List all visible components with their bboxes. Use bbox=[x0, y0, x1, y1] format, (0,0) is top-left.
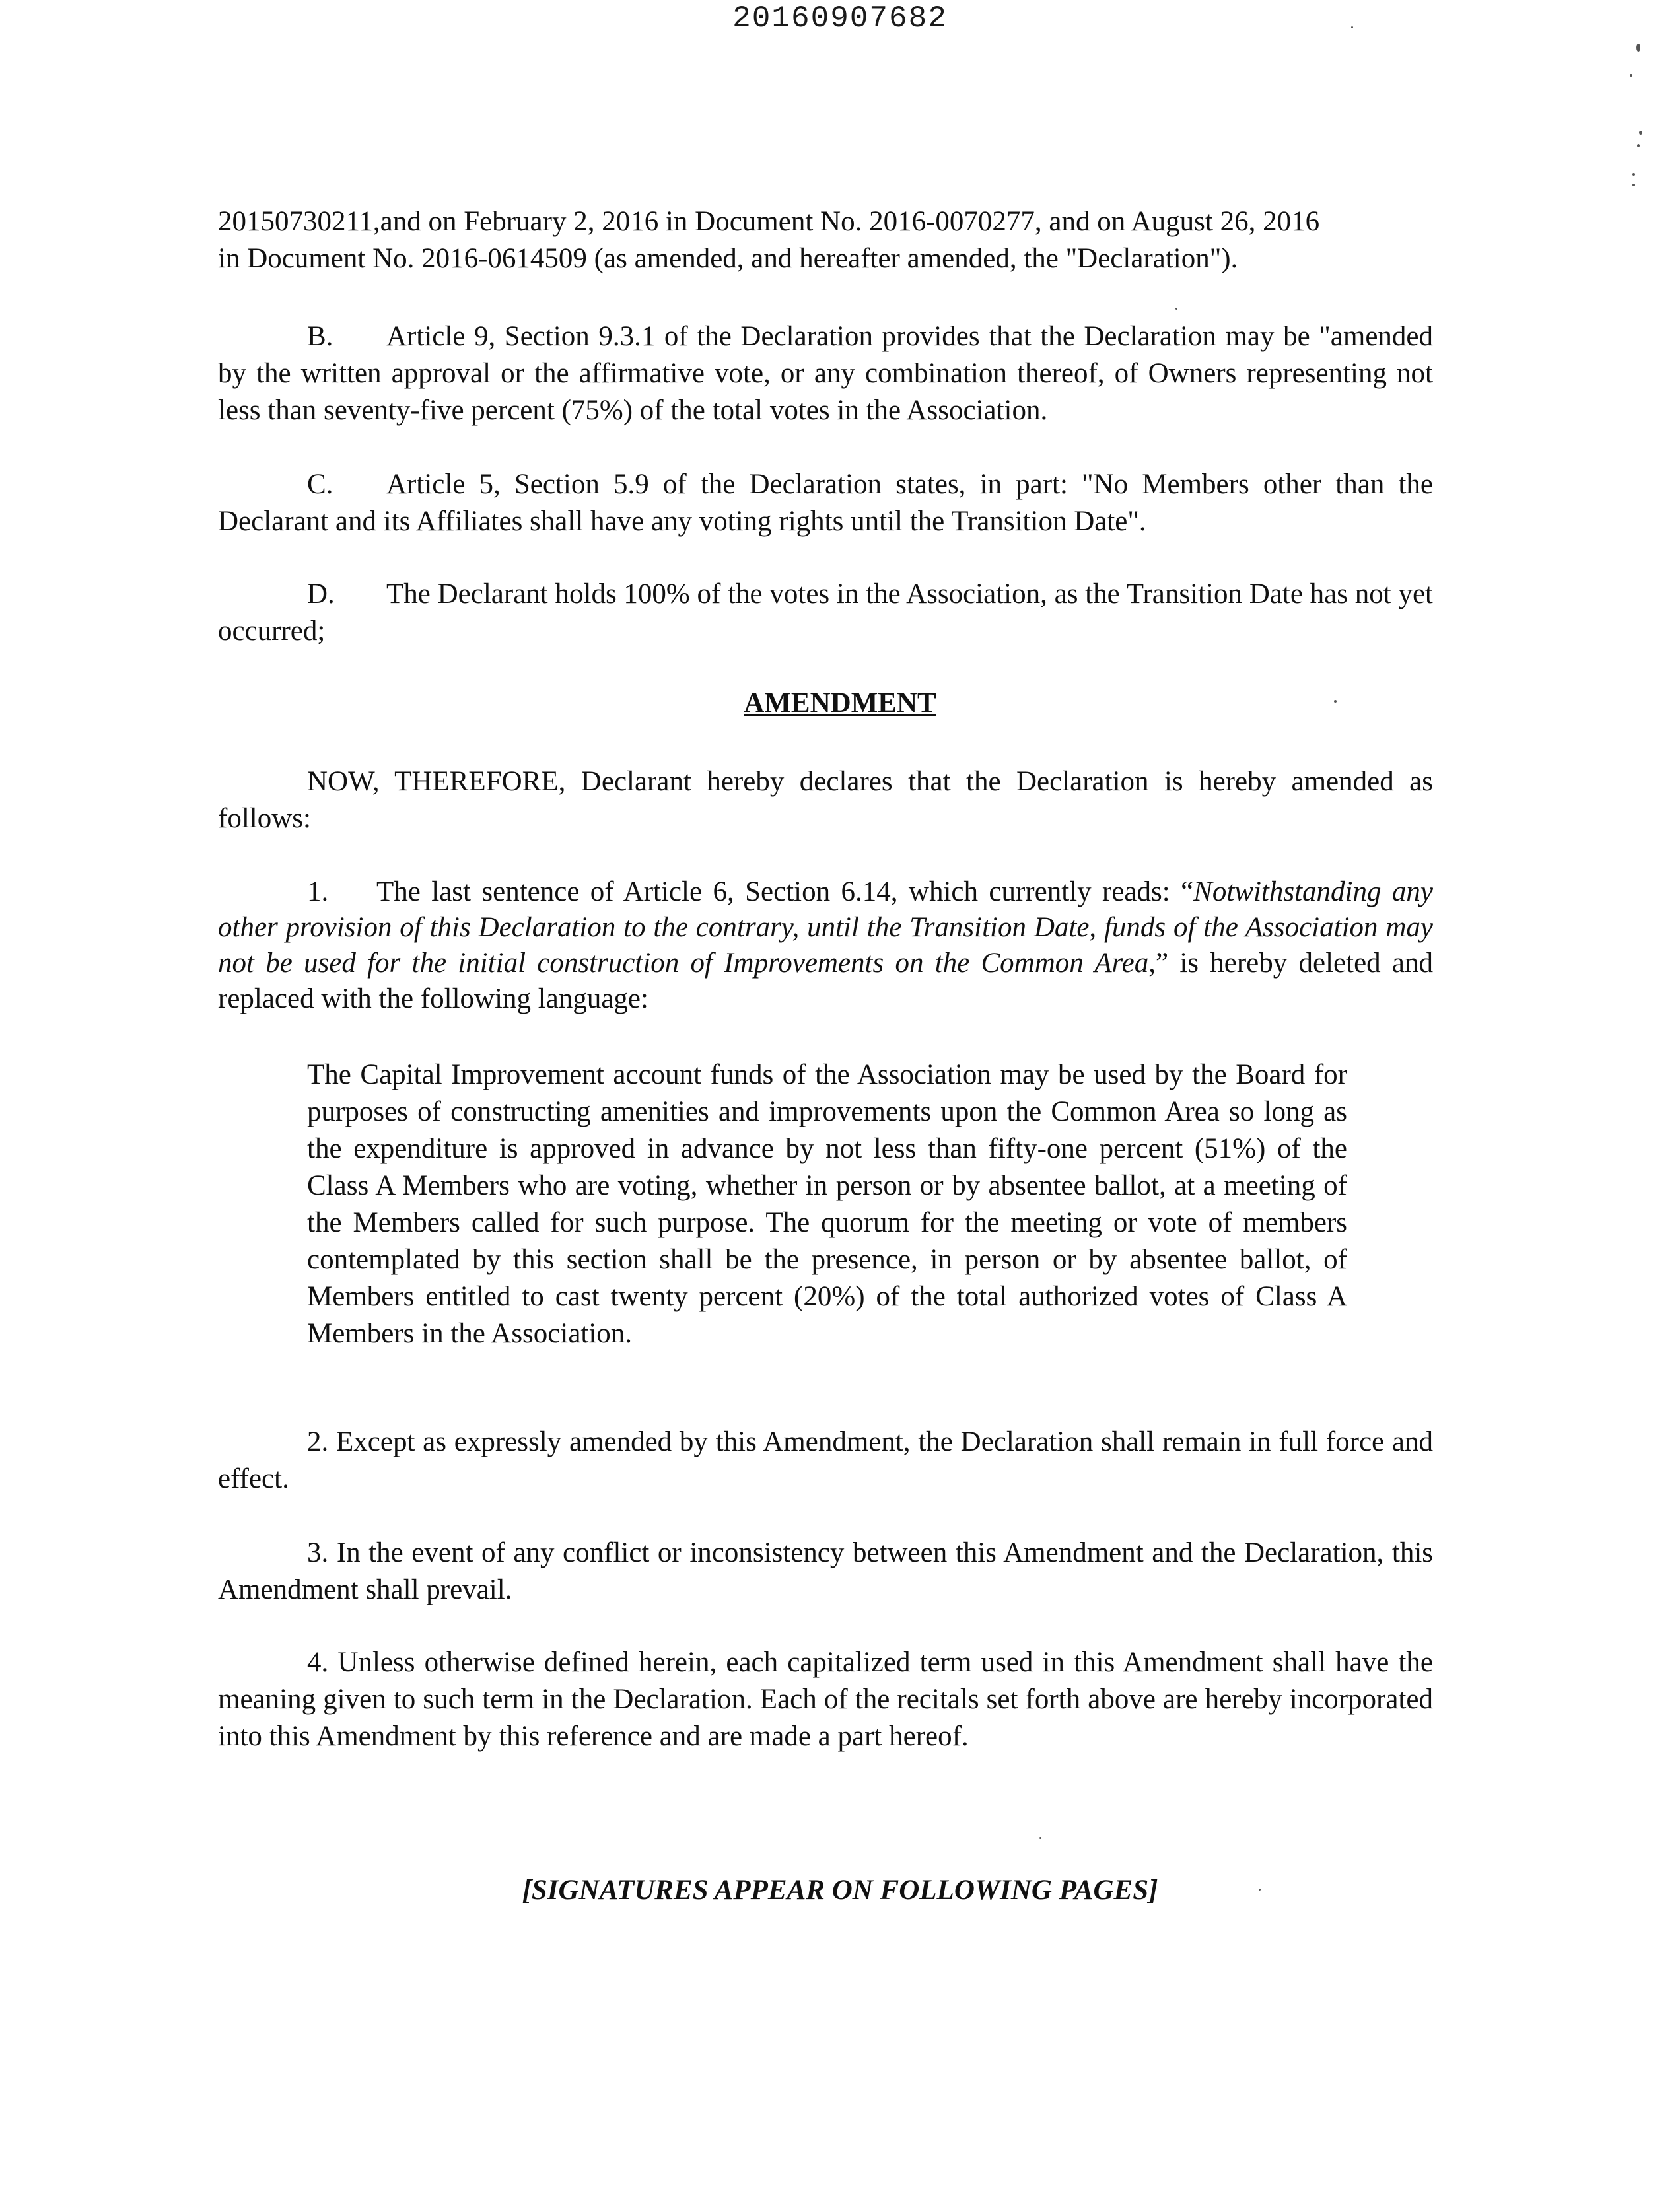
amendment-intro: NOW, THEREFORE, Declarant hereby declares that the Declaration is hereby amended as follows: bbox=[218, 766, 1433, 834]
item-1-quoted-sentence: Notwithstanding any other provision of this Declaration to the contrary, until the Transition Date, funds of the Association may not be used for the initial construction of Improvements on the Common Area bbox=[218, 876, 1433, 979]
recital-c-letter: C. bbox=[307, 469, 333, 500]
recital-d bbox=[218, 576, 1433, 650]
scan-mark bbox=[1630, 74, 1632, 77]
recital-a-line2: in Document No. 2016-0614509 (as amended, and hereafter amended, the "Declaration"). bbox=[218, 243, 1238, 274]
amendment-item-1 bbox=[218, 874, 1433, 1017]
scan-mark bbox=[1639, 131, 1642, 135]
signatures-note: [SIGNATURES APPEAR ON FOLLOWING PAGES] bbox=[522, 1875, 1158, 1906]
recital-c-text: Article 5, Section 5.9 of the Declaration states, in part: "No Members other than the Declarant and its Affiliates shall have any voting rights until the Transition Date". bbox=[218, 469, 1433, 537]
recital-b-text: Article 9, Section 9.3.1 of the Declaration provides that the Declaration may be "amended by the written approval or the affirmative vote, or any combination thereof, of Owners representing not less than seventy-five percent (75%) of the total votes in the Association. bbox=[218, 321, 1433, 426]
amendment-item-2: 2. Except as expressly amended by this Amendment, the Declaration shall remain in full force and effect. bbox=[218, 1426, 1433, 1494]
recital-d-text: The Declarant holds 100% of the votes in the Association, as the Transition Date has not yet occurred; bbox=[218, 578, 1433, 646]
replacement-language: The Capital Improvement account funds of the Association may be used by the Board for purposes of constructing amenities and improvements upon the Common Area so long as the expenditure is approved in advance by not less than fifty-one percent (51%) of the Class A Members who are voting, whether in person or by absentee ballot, at a meeting of the Members called for such purpose. The quorum for the meeting or vote of members contemplated by this section shall be the presence, in person or by absentee ballot, of Members entitled to cast twenty percent (20%) of the total authorized votes of Class A Members in the Association. bbox=[307, 1059, 1347, 1349]
scan-mark bbox=[1039, 1837, 1041, 1839]
item-1-lead: The last sentence of Article 6, Section 6.14, which currently reads: “ bbox=[376, 876, 1194, 907]
scan-mark bbox=[1637, 144, 1640, 147]
scan-mark bbox=[1632, 184, 1635, 186]
amendment-item-3: 3. In the event of any conflict or inconsistency between this Amendment and the Declaration, this Amendment shall prevail. bbox=[218, 1537, 1433, 1605]
scan-mark bbox=[1632, 173, 1635, 176]
amendment-item-4: 4. Unless otherwise defined herein, each capitalized term used in this Amendment shall have the meaning given to such term in the Declaration. Each of the recitals set forth above are hereby incorporated into this Amendment by this reference and are made a part hereof. bbox=[218, 1647, 1433, 1752]
recital-c bbox=[218, 466, 1433, 540]
recital-a-line1: 20150730211,and on February 2, 2016 in Document No. 2016-0070277, and on August 26, 2016 bbox=[218, 206, 1320, 237]
scan-mark bbox=[1636, 44, 1640, 52]
document-number: 20160907682 bbox=[732, 1, 948, 36]
recital-a-continuation bbox=[218, 203, 1433, 277]
recital-d-letter: D. bbox=[307, 578, 335, 609]
recital-b-letter: B. bbox=[307, 321, 333, 352]
recital-b bbox=[218, 318, 1433, 429]
amendment-heading: AMENDMENT bbox=[744, 687, 936, 718]
scan-mark bbox=[1175, 308, 1177, 310]
item-1-number: 1. bbox=[307, 876, 329, 907]
item-1-tail: ,” is hereby deleted and replaced with the following language: bbox=[218, 948, 1433, 1014]
scan-mark bbox=[1351, 26, 1353, 28]
